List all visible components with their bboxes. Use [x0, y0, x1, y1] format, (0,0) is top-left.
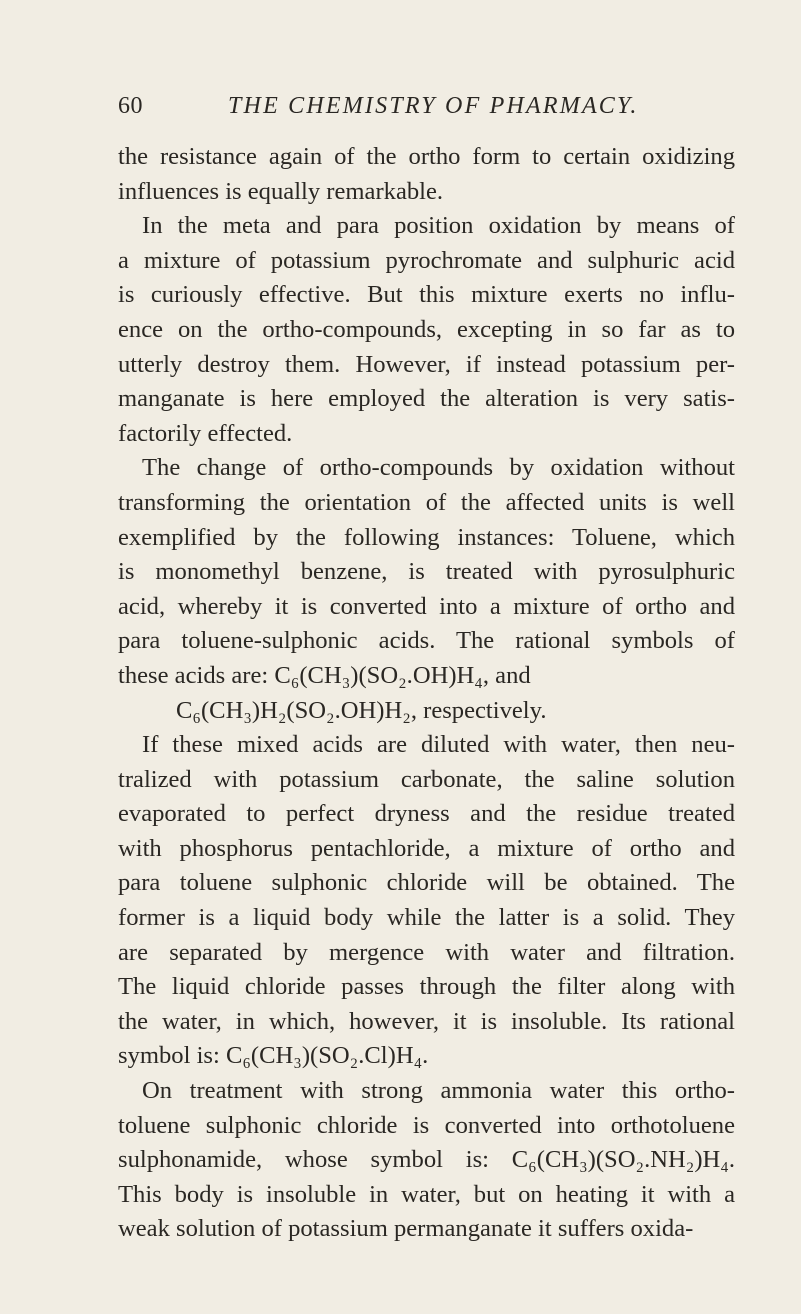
text-line: factorily effected. — [118, 419, 293, 447]
text-line: influences is equally remarkable. — [118, 177, 444, 205]
text-line: these acids are: C₆(CH₃)(SO₂.OH)H₄, and — [118, 661, 531, 689]
text-line: C₆(CH₃)H₂(SO₂.OH)H₂, respectively. — [176, 696, 547, 724]
text-line: If these mixed acids are diluted with water, then neu- — [142, 731, 735, 759]
text-line: weak solution of potassium permanganate it suffers oxida- — [118, 1215, 694, 1243]
text-line: is curiously effective. But this mixture exerts no influ- — [118, 281, 735, 309]
text-line: This body is insoluble in water, but on heating it with a — [118, 1180, 735, 1208]
text-line: the water, in which, however, it is insoluble. Its rational — [118, 1007, 735, 1035]
text-line: tralized with potassium carbonate, the saline solution — [118, 765, 735, 793]
text-line: para toluene-sulphonic acids. The rational symbols of — [118, 627, 735, 655]
text-line: exemplified by the following instances: Toluene, which — [118, 523, 735, 551]
text-line: toluene sulphonic chloride is converted into orthotoluene — [118, 1111, 735, 1139]
text-line: with phosphorus pentachloride, a mixture of ortho and — [118, 834, 735, 862]
page-number: 60 — [118, 93, 143, 119]
text-line: evaporated to perfect dryness and the residue treated — [118, 800, 735, 828]
text-line: In the meta and para position oxidation by means of — [142, 212, 735, 240]
text-line: is monomethyl benzene, is treated with pyrosulphuric — [118, 558, 735, 586]
text-line: the resistance again of the ortho form to certain oxidizing — [118, 143, 735, 170]
text-line: The change of ortho-compounds by oxidation without — [142, 454, 735, 482]
text-line: former is a liquid body while the latter is a solid. They — [118, 904, 735, 932]
page-header — [118, 93, 678, 129]
text-line: a mixture of potassium pyrochromate and sulphuric acid — [118, 246, 735, 274]
text-line: sulphonamide, whose symbol is: C₆(CH₃)(SO₂.NH₂)H₄. — [118, 1146, 735, 1174]
text-line: acid, whereby it is converted into a mixture of ortho and — [118, 592, 735, 620]
text-line: utterly destroy them. However, if instead potassium per- — [118, 350, 735, 378]
text-line: The liquid chloride passes through the filter along with — [118, 973, 735, 1001]
text-line: symbol is: C₆(CH₃)(SO₂.Cl)H₄. — [118, 1042, 429, 1070]
text-line: are separated by mergence with water and filtration. — [118, 938, 735, 966]
text-line: On treatment with strong ammonia water this ortho- — [142, 1077, 735, 1105]
text-line: transforming the orientation of the affected units is well — [118, 488, 735, 516]
body-text — [118, 140, 735, 1247]
running-title: THE CHEMISTRY OF PHARMACY. — [228, 93, 639, 119]
text-line: ence on the ortho-compounds, excepting in so far as to — [118, 315, 735, 343]
text-line: para toluene sulphonic chloride will be obtained. The — [118, 869, 735, 897]
text-line: manganate is here employed the alteration is very satis- — [118, 385, 735, 413]
